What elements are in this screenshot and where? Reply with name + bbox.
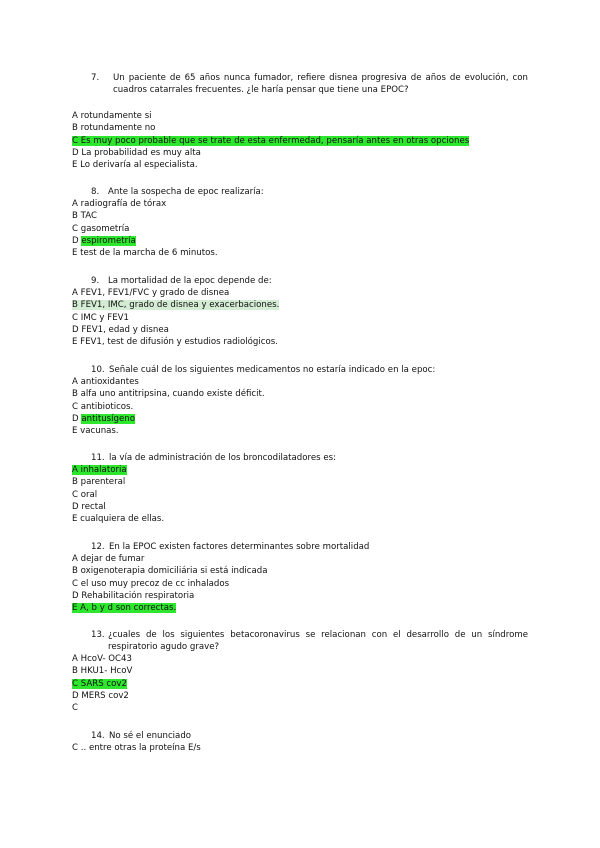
option-b-correct: B FEV1, IMC, grado de disnea y exacerbaciones. [72, 300, 280, 311]
question-9-header [0, 275, 600, 287]
option-e-correct: E A, b y d son correctas. [72, 603, 177, 614]
option-c: C IMC y FEV1 [72, 312, 129, 323]
option-a: A dejar de fumar [72, 554, 145, 564]
option-b: B parenteral [72, 477, 126, 488]
question-7 [0, 72, 600, 171]
option-a-correct: A inhalatoria [72, 465, 127, 475]
question-number: 10. [91, 365, 105, 375]
option-c: C antibioticos. [72, 401, 134, 412]
question-13-header [0, 629, 600, 653]
question-8-header [0, 186, 600, 198]
option-d: D La probabilidad es muy alta [72, 147, 201, 158]
option-d: D rectal [72, 501, 106, 512]
answer-letter: C [72, 703, 79, 714]
option-d-correct: D espirometría [72, 235, 136, 246]
option-e: E Lo derivaría al especialista. [72, 160, 198, 171]
question-number: 14. [91, 731, 105, 741]
option-c: C gasometría [72, 223, 130, 234]
question-14 [0, 730, 600, 754]
question-number: 8. [91, 187, 100, 197]
question-number: 11. [91, 453, 105, 463]
question-text: Señale cuál de los siguientes medicamentos no estaría indicado en la epoc: [109, 365, 436, 375]
option-a: A antioxidantes [72, 377, 139, 387]
question-11-header [0, 452, 600, 464]
option-e: E cualquiera de ellas. [72, 514, 165, 525]
question-13 [0, 629, 600, 714]
question-12-header [0, 541, 600, 553]
option-b: B HKU1- HcoV [72, 666, 133, 677]
option-e: E FEV1, test de difusión y estudios radiológicos. [72, 337, 278, 348]
option-d: D Rehabilitación respiratoria [72, 590, 195, 601]
option-e: E vacunas. [72, 426, 119, 437]
question-11 [0, 452, 600, 525]
option-b: B rotundamente no [72, 123, 156, 134]
question-8 [0, 186, 600, 259]
question-7-header [0, 72, 600, 96]
option-c-correct: C Es muy poco probable que se trate de esta enfermedad, pensaría antes en otras opciones [72, 135, 470, 146]
question-12 [0, 541, 600, 614]
option-a: A FEV1, FEV1/FVC y grado de disnea [72, 288, 230, 298]
question-14-header [0, 730, 600, 742]
question-number: 13. [91, 630, 105, 640]
question-10 [0, 364, 600, 437]
option-a: A radiografía de tórax [72, 199, 167, 209]
question-number: 12. [91, 542, 105, 552]
answer-c: C .. entre otras la proteína E/s [72, 743, 201, 753]
question-text: la vía de administración de los broncodilatadores es: [109, 453, 336, 463]
question-text: En la EPOC existen factores determinantes sobre mortalidad [109, 542, 370, 552]
option-e: E test de la marcha de 6 minutos. [72, 248, 218, 259]
question-text: ¿cuales de los siguientes betacoronavirus se relacionan con el desarrollo de un síndrome respiratorio agudo grave? [108, 630, 528, 652]
option-d-correct: D antitusígeno [72, 413, 135, 424]
option-b: B TAC [72, 211, 97, 222]
option-b: B oxigenoterapia domiciliária si está indicada [72, 566, 268, 577]
option-d: D FEV1, edad y disnea [72, 324, 169, 335]
option-c-correct: C SARS cov2 [72, 678, 127, 689]
question-10-header [0, 364, 600, 376]
question-text: La mortalidad de la epoc depende de: [108, 276, 272, 286]
option-a: A HcoV- OC43 [72, 654, 132, 664]
option-d: D MERS cov2 [72, 690, 129, 701]
option-a: A rotundamente si [72, 111, 152, 121]
option-c: C el uso muy precoz de cc inhalados [72, 578, 230, 589]
question-number: 7. [91, 73, 100, 83]
question-text: Un paciente de 65 años nunca fumador, refiere disnea progresiva de años de evolución, con cuadros catarrales frecuentes. ¿le haría pensar que tiene una EPOC? [113, 73, 528, 95]
option-c: C oral [72, 489, 98, 500]
option-b: B alfa uno antitripsina, cuando existe déficit. [72, 389, 265, 400]
question-number: 9. [91, 276, 100, 286]
question-text: Ante la sospecha de epoc realizaría: [108, 187, 264, 197]
question-text: No sé el enunciado [109, 731, 192, 741]
question-9 [0, 275, 600, 348]
